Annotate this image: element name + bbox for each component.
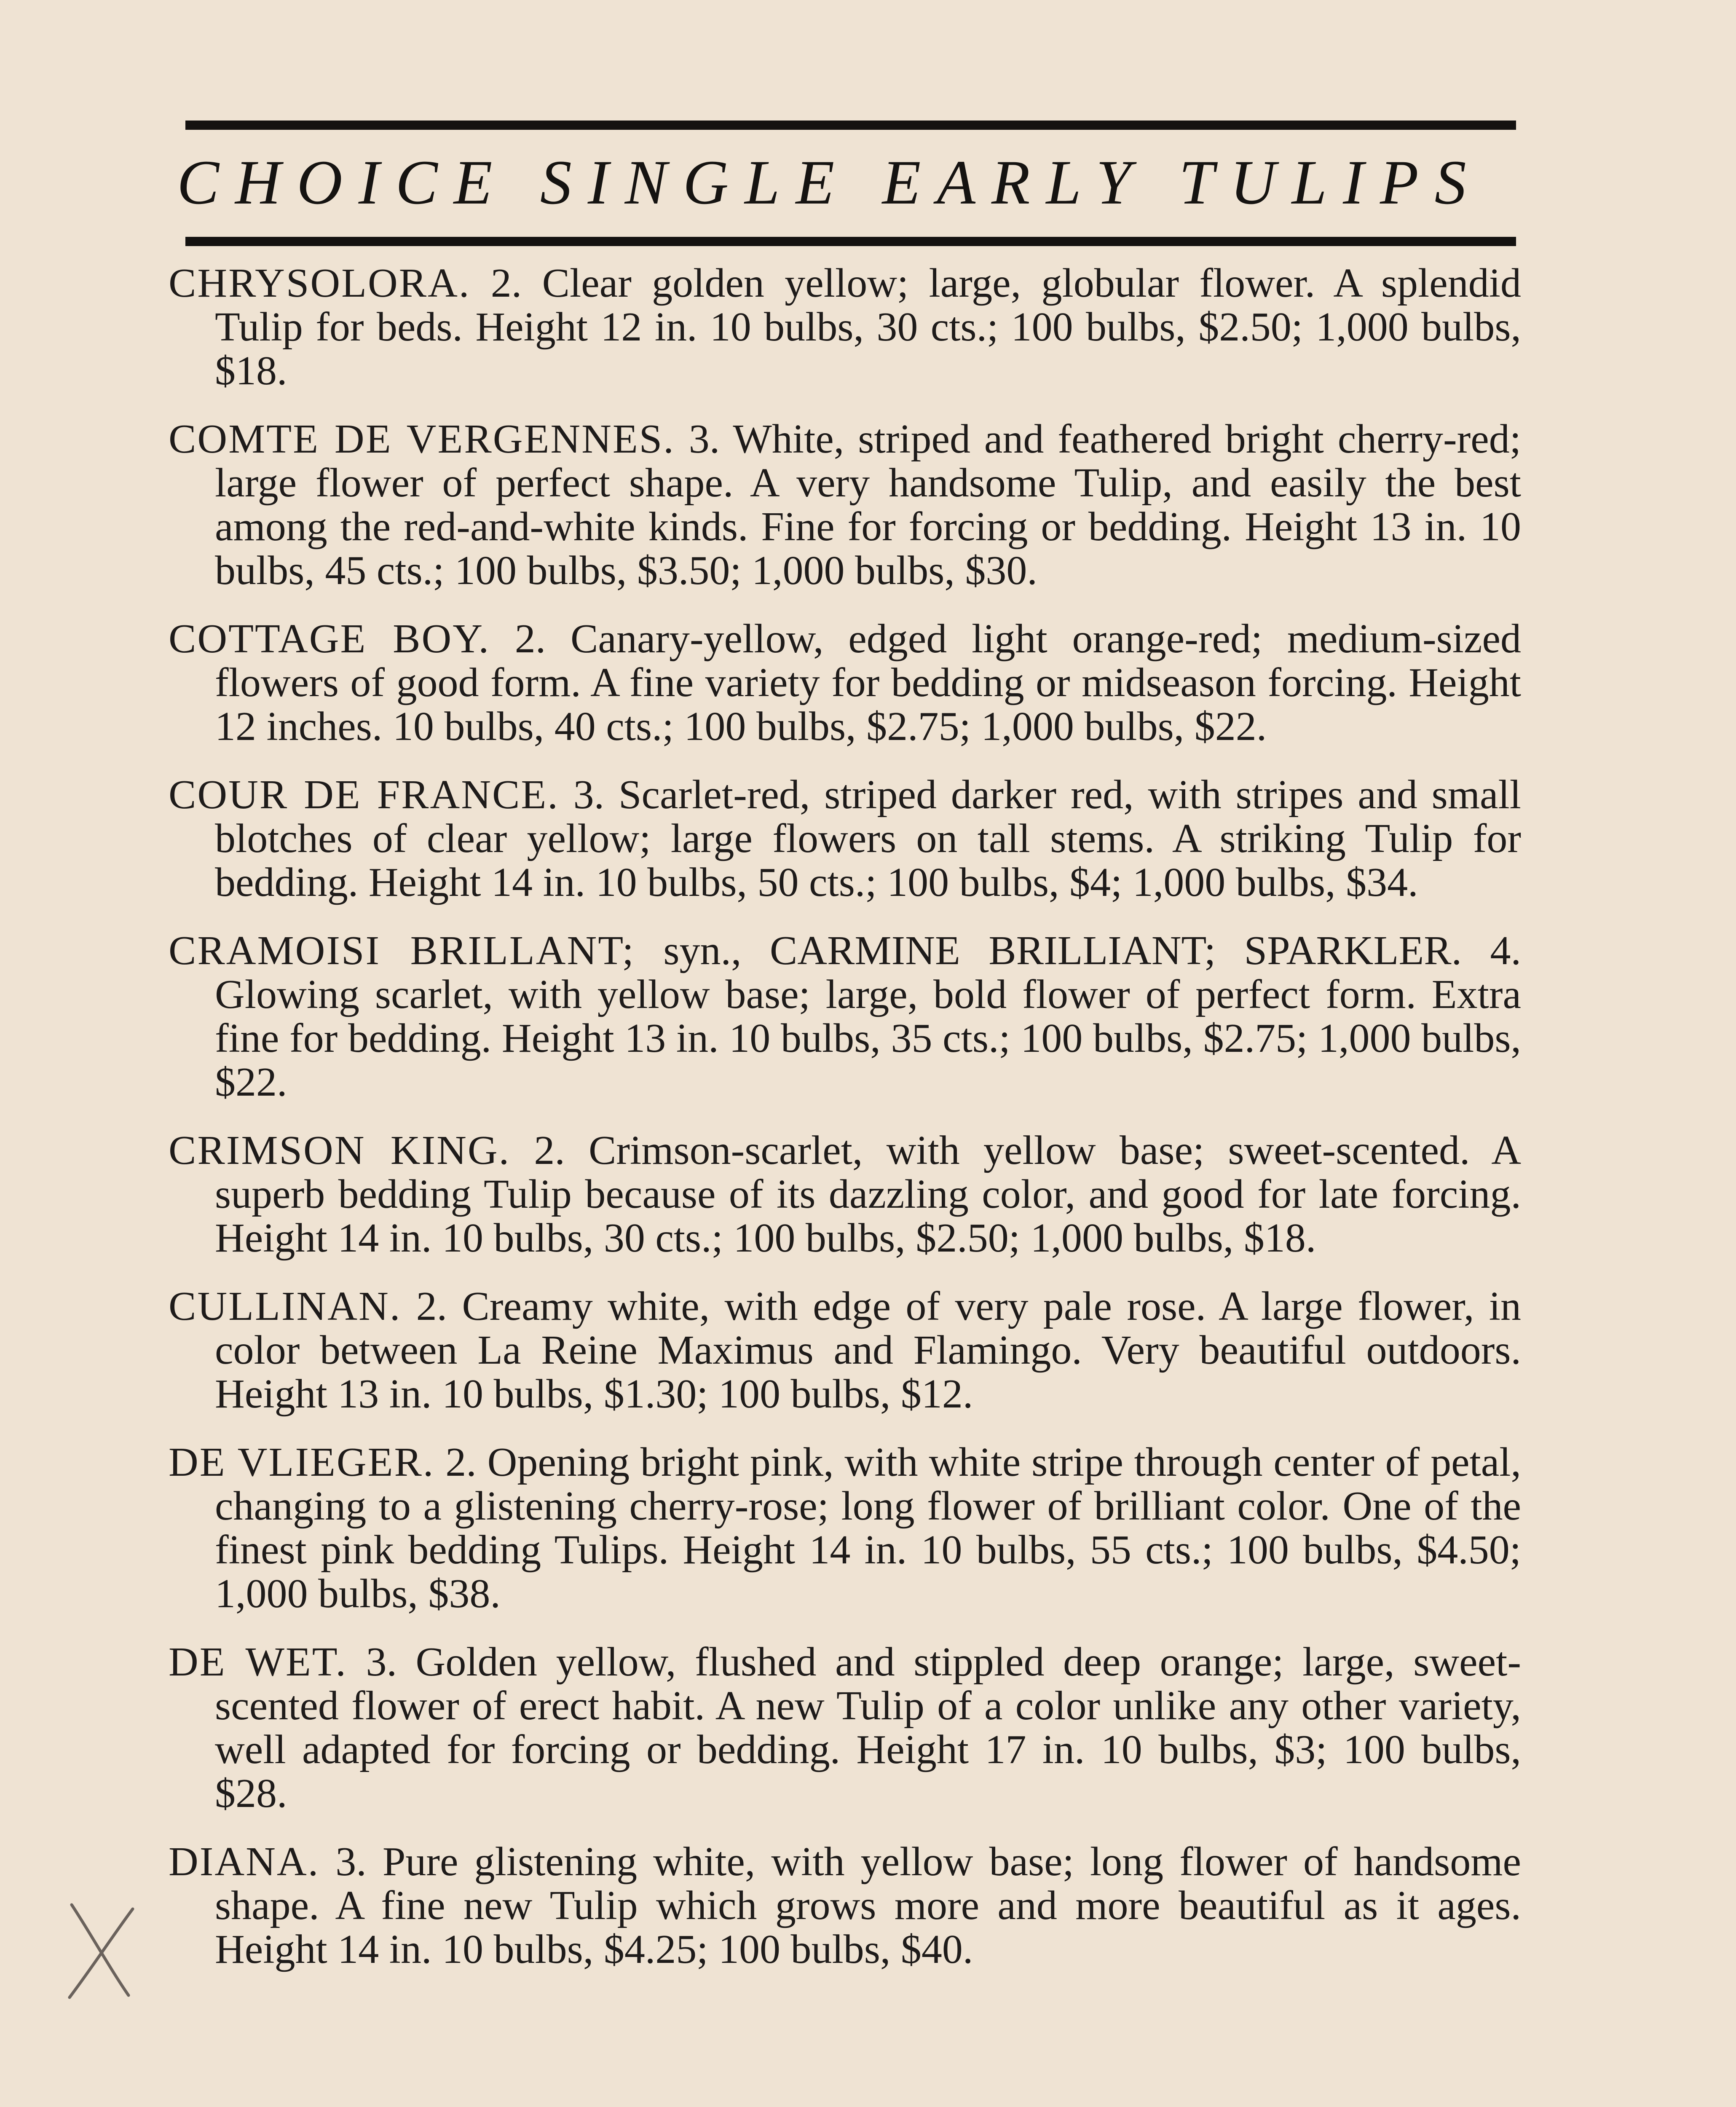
tulip-name: COTTAGE BOY. [169, 616, 490, 662]
tulip-name: DE VLIEGER. [169, 1440, 435, 1485]
tulip-description: syn., CARMINE BRILLIANT; SPARKLER. 4. Glowing scarlet, with yellow base; large, bold flower of perfect form. Extra fine for bedding. Height 13 in. 10 bulbs, 35 cts.; 100 bulbs, $2.75; 1,000 bulbs, $22. [215, 928, 1521, 1105]
tulip-description: 3. Golden yellow, flushed and stippled deep orange; large, sweet-scented flower of erect habit. A new Tulip of a color unlike any other variety, well adapted for forcing or bedding. Height 17 in. 10 bulbs, $3; 100 bulbs, $28. [215, 1639, 1522, 1816]
list-item [169, 1840, 1521, 1971]
list-item [169, 417, 1521, 592]
tulip-description: 2. Opening bright pink, with white stripe through center of petal, changing to a glistening cherry-rose; long flower of brilliant color. One of the finest pink bedding Tulips. Height 14 in. 10 bulbs, 55 cts.; 100 bulbs, $4.50; 1,000 bulbs, $38. [215, 1440, 1522, 1616]
tulip-description: 3. Pure glistening white, with yellow base; long flower of handsome shape. A fine new Tulip which grows more and more beautiful as it ages. Height 14 in. 10 bulbs, $4.25; 100 bulbs, $40. [215, 1839, 1521, 1972]
tulip-name: COUR DE FRANCE. [169, 772, 559, 818]
list-item [169, 929, 1521, 1104]
margin-x-mark [59, 1896, 143, 2002]
tulip-description: 3. White, striped and feathered bright cherry-red; large flower of perfect shape. A very handsome Tulip, and easily the best among the red-and-white kinds. Fine for forcing or bedding. Height 13 in. 10 bulbs, 45 cts.; 100 bulbs, $3.50; 1,000 bulbs, $30. [215, 416, 1521, 593]
list-item [169, 1284, 1521, 1416]
tulip-description: 3. Scarlet-red, striped darker red, with stripes and small blotches of clear yellow; large flowers on tall stems. A striking Tulip for bedding. Height 14 in. 10 bulbs, 50 cts.; 100 bulbs, $4; 1,000 bulbs, $34. [215, 772, 1522, 905]
list-item [169, 1440, 1521, 1616]
tulip-name: CHRYSOLORA. [169, 260, 471, 306]
list-item [169, 1129, 1521, 1260]
tulip-description: 2. Canary-yellow, edged light orange-red; medium-sized flowers of good form. A fine variety for bedding or midseason forcing. Height 12 inches. 10 bulbs, 40 cts.; 100 bulbs, $2.75; 1,000 bulbs, $22. [215, 616, 1522, 749]
page-title: CHOICE SINGLE EARLY TULIPS [177, 147, 1482, 217]
tulip-description: 2. Creamy white, with edge of very pale rose. A large flower, in color between La Reine Maximus and Flamingo. Very beautiful outdoors. Height 13 in. 10 bulbs, $1.30; 100 bulbs, $12. [215, 1284, 1522, 1417]
tulip-name: DE WET. [169, 1639, 347, 1685]
tulip-description: 2. Crimson-scarlet, with yellow base; sweet-scented. A superb bedding Tulip because of its dazzling color, and good for late forcing. Height 14 in. 10 bulbs, 30 cts.; 100 bulbs, $2.50; 1,000 bulbs, $18. [215, 1128, 1521, 1261]
tulip-name: DIANA. [169, 1839, 320, 1885]
tulip-description: 2. Clear golden yellow; large, globular flower. A splendid Tulip for beds. Height 12 in. 10 bulbs, 30 cts.; 100 bulbs, $2.50; 1,000 bulbs, $18. [215, 260, 1521, 394]
tulip-name: CRAMOISI BRILLANT; [169, 928, 635, 973]
title-rule-top [185, 121, 1516, 130]
title-rule-bottom [185, 237, 1516, 246]
tulip-name: CULLINAN. [169, 1284, 402, 1329]
tulip-list [169, 253, 1521, 1971]
tulip-name: COMTE DE VERGENNES. [169, 416, 675, 462]
list-item [169, 261, 1521, 393]
list-item [169, 1640, 1521, 1815]
list-item [169, 617, 1521, 748]
tulip-name: CRIMSON KING. [169, 1128, 511, 1173]
list-item [169, 773, 1521, 904]
